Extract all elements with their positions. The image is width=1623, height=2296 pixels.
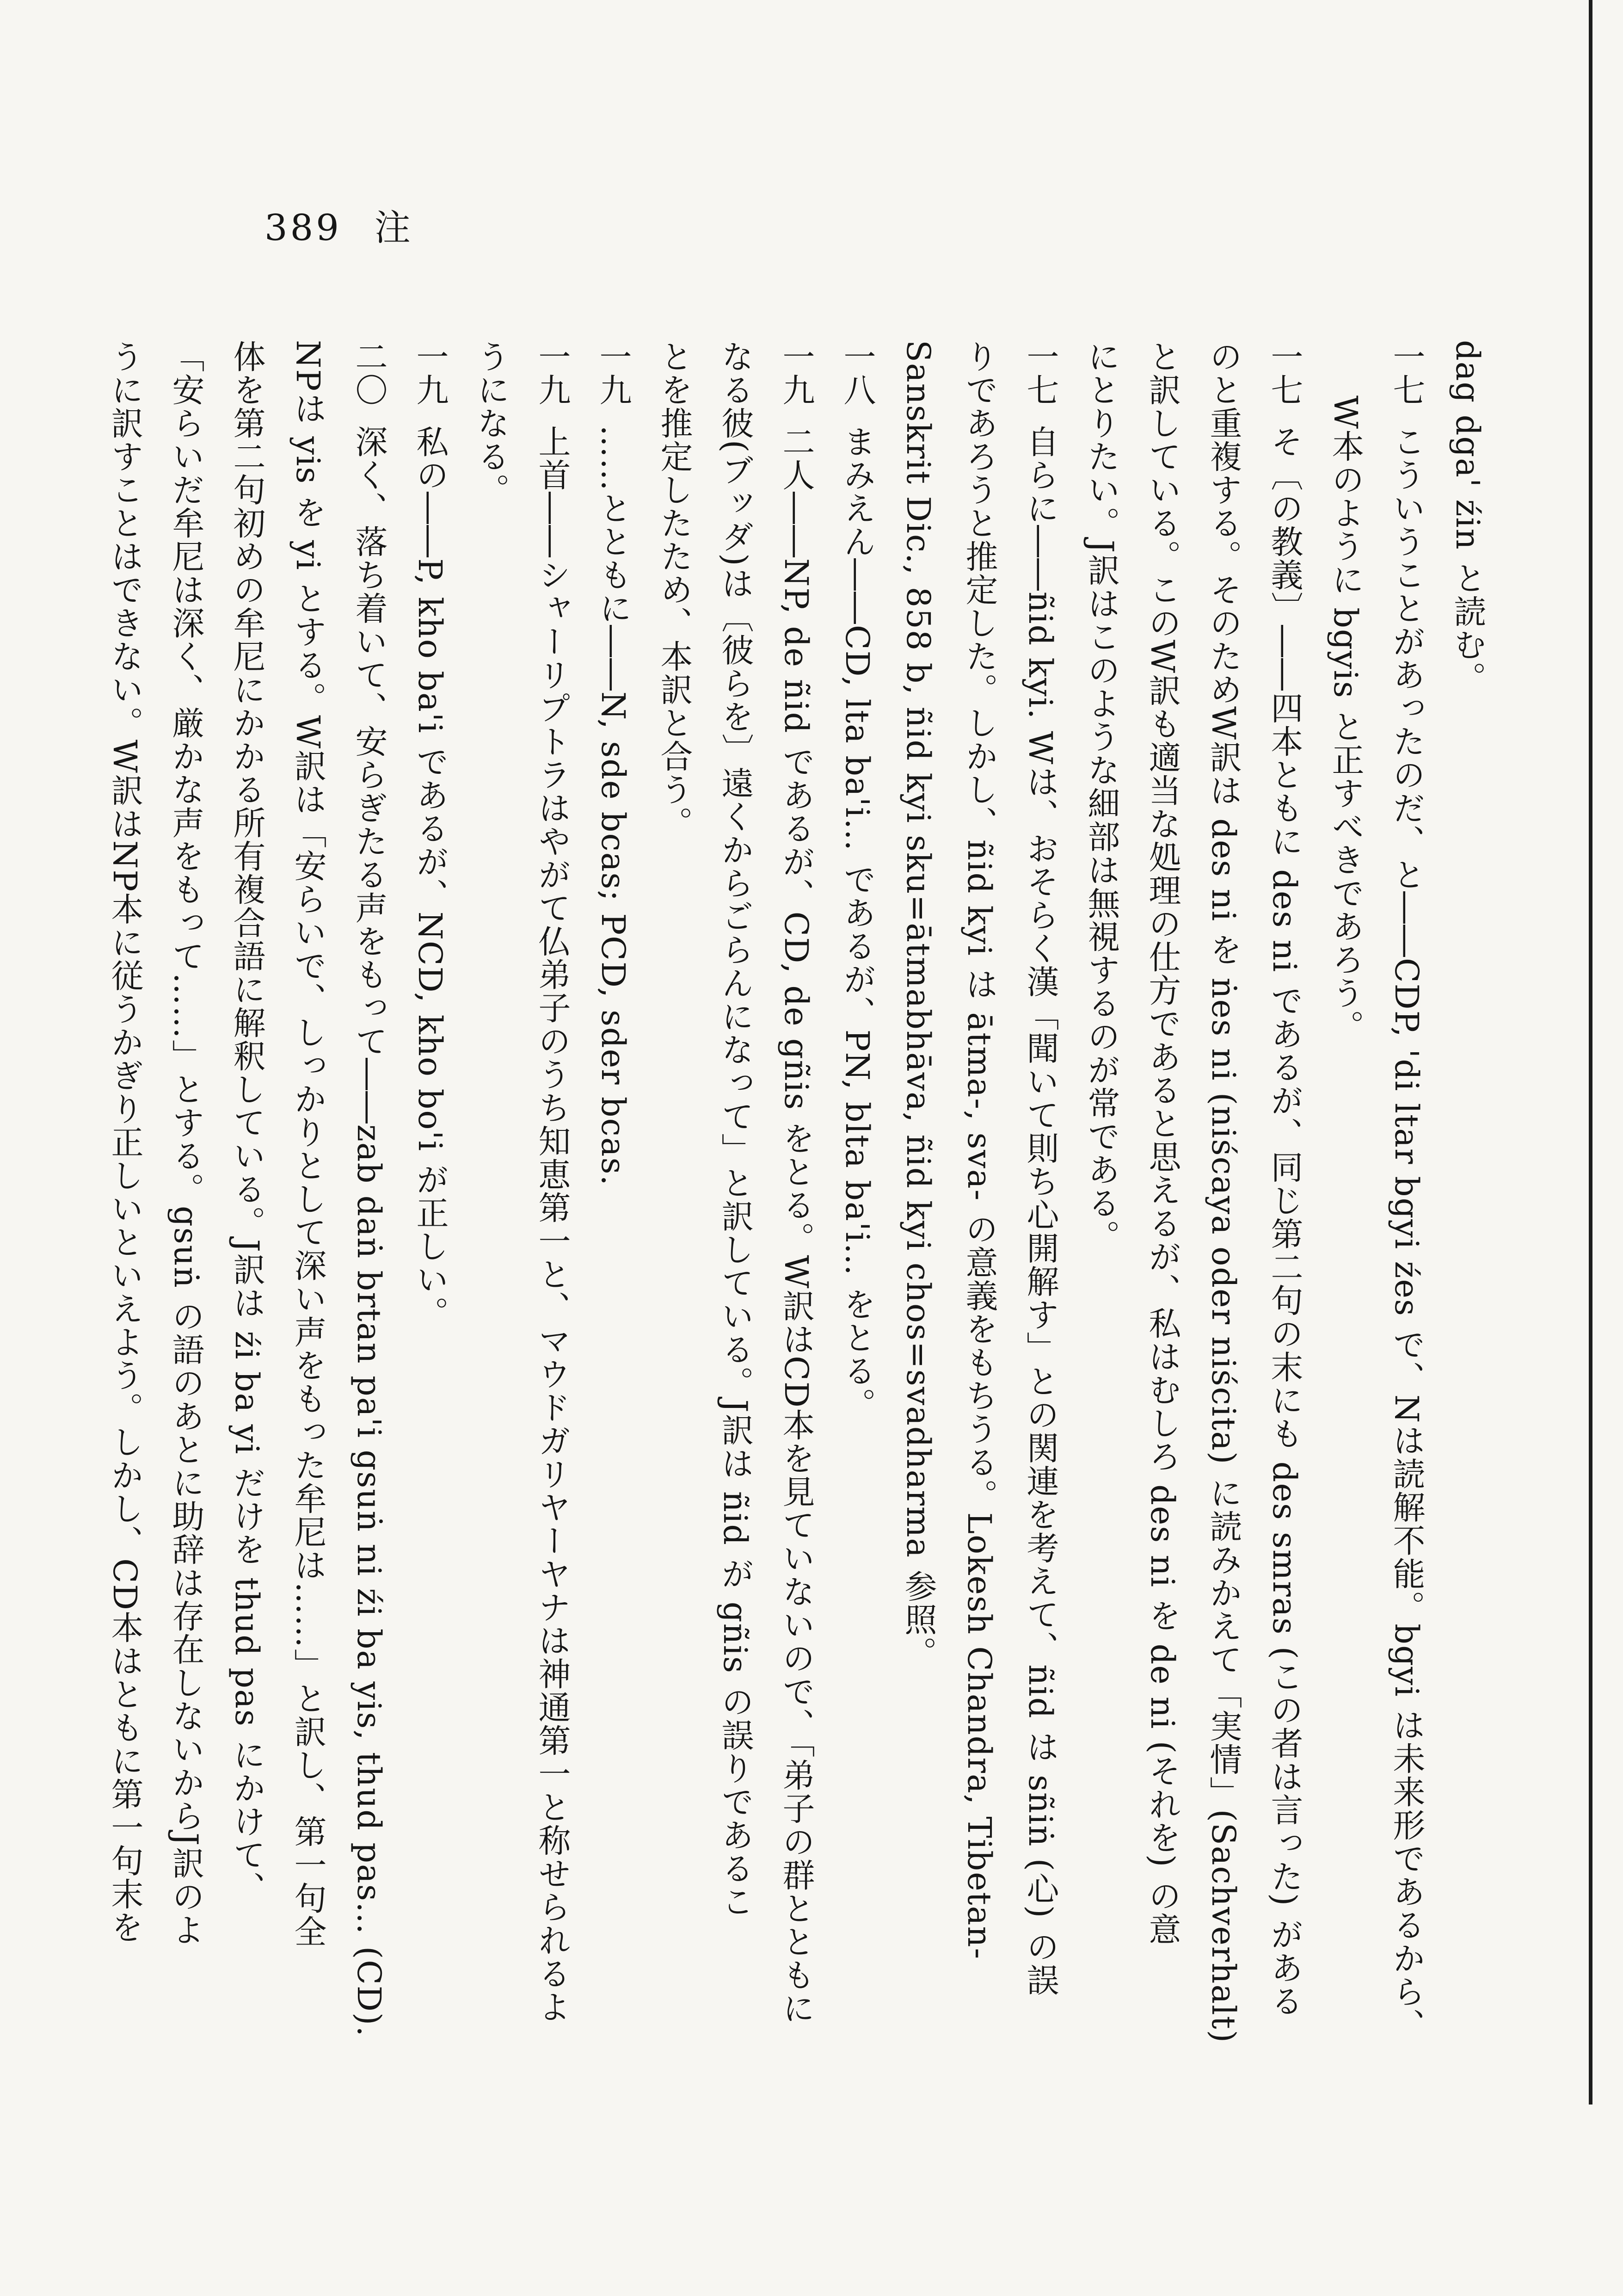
note-text: うに訳すことはできない。W訳はNP本に従うかぎり正しいといえよう。しかし、CD本はともに第一句末を — [106, 340, 144, 1944]
note-number: 一八 — [838, 340, 876, 407]
note-line — [94, 340, 155, 2172]
note-line — [1437, 340, 1498, 2172]
note-number: 二〇 — [350, 340, 388, 407]
note-text: ……とともに――N, sde bcas; PCD, sder bcas. — [594, 425, 632, 1186]
note-text: のと重複する。そのためW訳は des ni を ṅes ni (niścaya oder niścita) に読みかえて「実情」(Sachverhalt) — [1205, 340, 1242, 2044]
note-line — [583, 340, 644, 2172]
note-line — [644, 340, 705, 2172]
note-number: 一七 — [1388, 340, 1426, 407]
page-header — [264, 199, 413, 251]
note-line — [1376, 340, 1437, 2172]
note-text: 私の――P, kho ba'i であるが、NCD, kho bo'i が正しい。 — [411, 425, 449, 1330]
section-title: 注 — [374, 207, 413, 249]
note-number: 一七 — [1021, 340, 1059, 407]
note-number: 一七 — [1266, 340, 1303, 407]
note-line — [155, 340, 216, 2172]
note-line — [338, 340, 400, 2172]
note-line — [1132, 340, 1193, 2172]
note-number: 一九 — [533, 340, 571, 407]
note-line — [766, 340, 827, 2172]
note-text: Sanskrit Dic., 858 b, ñid kyi sku=ātmabhāva, ñid kyi chos=svadharma 参照。 — [899, 340, 937, 1670]
note-text: こういうことがあったのだ、と――CDP, 'di ltar bgyi źes で、Nは読解不能。bgyi は未来形であるから、 — [1388, 425, 1426, 2042]
note-line — [888, 340, 949, 2172]
note-text: と訳している。このW訳も適当な処理の仕方であると思えるが、私はむしろ des ni を de ni (それを) の意 — [1143, 340, 1181, 1946]
note-text: まみえん――CD, lta ba'i… であるが、PN, blta ba'i… をとる。 — [838, 425, 876, 1421]
page-number: 389 — [264, 207, 342, 249]
note-line — [705, 340, 766, 2172]
note-line — [277, 340, 338, 2172]
note-line — [1315, 340, 1376, 2172]
note-text: なる彼(ブッダ)は〔彼らを〕遠くからごらんになって」と訳している。J訳は ñid が gñis の誤りであるこ — [716, 340, 754, 1919]
note-text: 「安らいだ牟尼は深く、厳かな声をもって……」とする。gsuṅ の語のあとに助辞は存在しないからJ訳のよ — [167, 340, 205, 1947]
note-text: NPは yis を yi とする。W訳は「安らいで、しっかりとして深い声をもった牟尼は……」と訳し、第一句全 — [289, 340, 327, 1949]
note-line — [1071, 340, 1132, 2172]
note-text: 上首――シャーリプトラはやがて仏弟子のうち知恵第一と、マウドガリヤーヤナは神通第一と称せられるよ — [533, 425, 571, 2024]
note-text: りであろうと推定した。しかし、ñid kyi は ātma-, sva- の意義をもちうる。Lokesh Chandra, Tibetan- — [960, 340, 998, 1960]
note-number: 一九 — [594, 340, 632, 407]
notes-body — [106, 340, 1498, 2172]
note-line — [1010, 340, 1071, 2172]
note-line — [216, 340, 277, 2172]
note-text: とを推定したため、本訳と合う。 — [655, 340, 693, 839]
note-text: W本のように bgyis と正すべきであろう。 — [1327, 395, 1365, 1043]
note-number: 一九 — [777, 340, 815, 407]
note-text: 深く、落ち着いて、安らぎたる声をもって――zab daṅ brtan pa'i gsuṅ ni źi ba yis, thud pas… (CD). — [350, 425, 388, 2037]
note-text: にとりたい。J訳はこのような細部は無視するのが常である。 — [1082, 340, 1120, 1253]
note-text: 自らに――ñid kyi. Wは、おそらく漢「聞いて則ち心開解す」との関連を考えて、ñid は sñiṅ (心) の誤 — [1021, 425, 1059, 1997]
note-text: dag dga' źin と読む。 — [1449, 340, 1487, 695]
note-number: 一九 — [411, 340, 449, 407]
note-text: 体を第二句初めの牟尼にかかる所有複合語に解釈している。J訳は źi ba yi だけを thud pas にかけて、 — [228, 340, 266, 1905]
note-line — [949, 340, 1010, 2172]
note-text: うになる。 — [472, 340, 510, 506]
note-line — [827, 340, 888, 2172]
note-text: そ〔の教義〕――四本ともに des ni であるが、同じ第二句の末にも des smras (この者は言った) がある — [1266, 425, 1303, 2018]
note-line — [461, 340, 522, 2172]
note-line — [1193, 340, 1254, 2172]
note-line — [522, 340, 583, 2172]
note-line — [400, 340, 461, 2172]
margin-rule — [1589, 0, 1592, 2105]
note-text: 二人――NP, de ñid であるが、CD, de gñis をとる。W訳はCD本を見ていないので、「弟子の群とともに — [777, 425, 815, 2025]
note-line — [1254, 340, 1315, 2172]
